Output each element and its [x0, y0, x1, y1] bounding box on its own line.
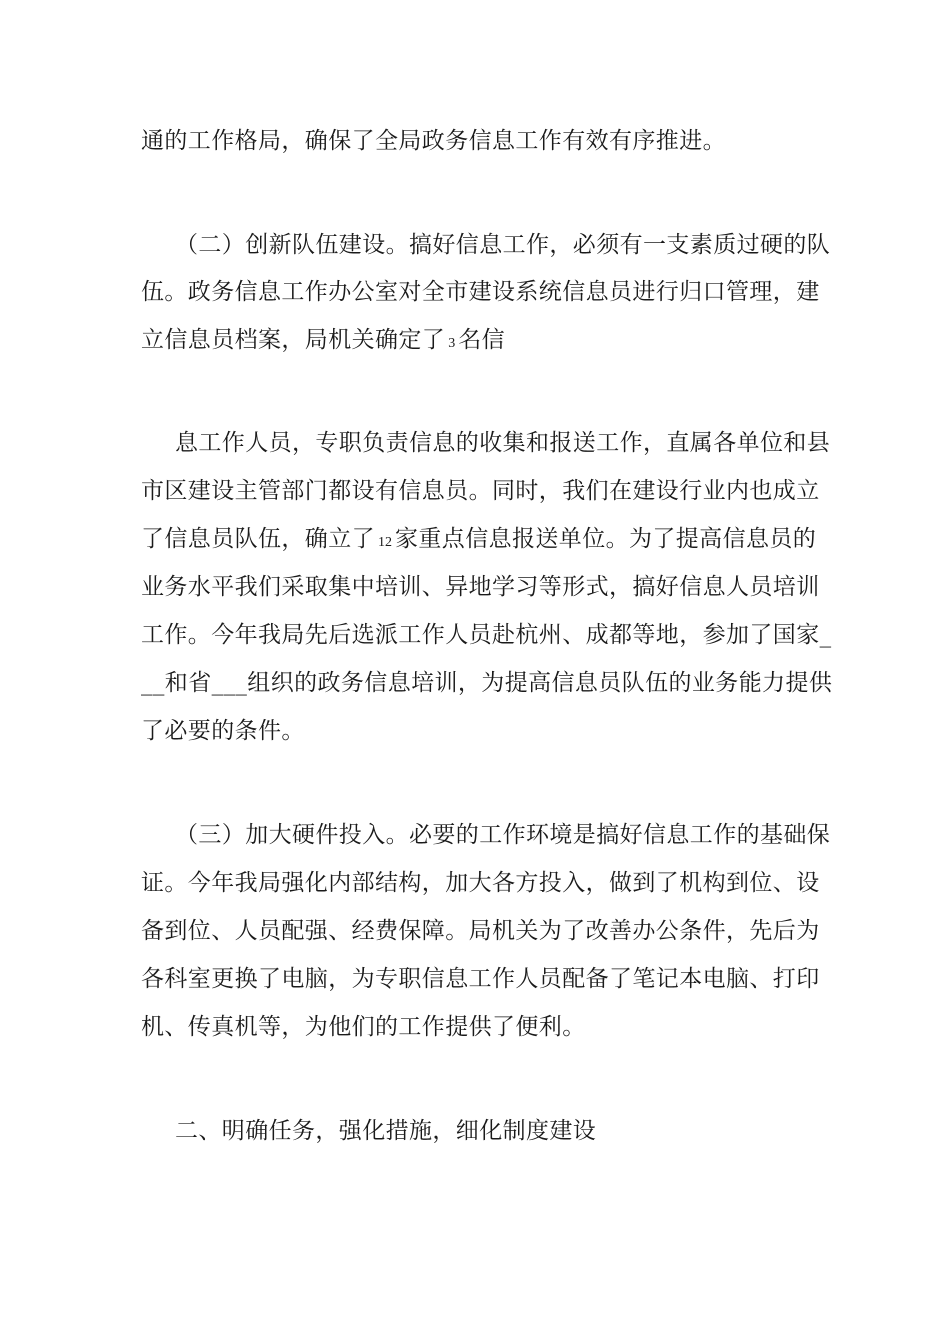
number-fragment: 3: [448, 336, 456, 351]
paragraph-line: 机、传真机等，为他们的工作提供了便利。: [141, 1014, 586, 1040]
paragraph-line: 通的工作格局，确保了全局政务信息工作有效有序推进。: [141, 128, 726, 154]
paragraph-line: __和省___组织的政务信息培训，为提高信息员队伍的业务能力提供: [141, 670, 833, 696]
paragraph-line: 市区建设主管部门都设有信息员。同时，我们在建设行业内也成立: [141, 478, 820, 504]
paragraph-line: 备到位、人员配强、经费保障。局机关为了改善办公条件，先后为: [141, 918, 820, 944]
paragraph-line: 伍。政务信息工作办公室对全市建设系统信息员进行归口管理，建: [141, 279, 820, 305]
paragraph-line: （三）加大硬件投入。必要的工作环境是搞好信息工作的基础保: [175, 822, 831, 848]
paragraph-line: （二）创新队伍建设。搞好信息工作，必须有一支素质过硬的队: [175, 232, 831, 258]
number-fragment: 12: [378, 535, 392, 550]
paragraph-line: 息工作人员，专职负责信息的收集和报送工作，直属各单位和县: [175, 430, 831, 456]
text-fragment: 家重点信息报送单位。为了提高信息员的: [395, 526, 817, 552]
paragraph-line: [141, 323, 821, 361]
text-fragment: 立信息员档案，局机关确定了: [141, 327, 446, 353]
paragraph-line: 证。今年我局强化内部结构，加大各方投入，做到了机构到位、设: [141, 870, 820, 896]
paragraph-line: 业务水平我们采取集中培训、异地学习等形式，搞好信息人员培训: [141, 574, 820, 600]
paragraph-line: 工作。今年我局先后选派工作人员赴杭州、成都等地，参加了国家_: [141, 622, 832, 648]
paragraph-line: [141, 522, 821, 560]
paragraph-line: 各科室更换了电脑，为专职信息工作人员配备了笔记本电脑、打印: [141, 966, 820, 992]
text-fragment: 了信息员队伍，确立了: [141, 526, 375, 552]
paragraph-line: 了必要的条件。: [141, 718, 305, 744]
text-fragment: 名信: [458, 327, 506, 353]
section-heading: 二、明确任务，强化措施，细化制度建设: [175, 1118, 597, 1144]
